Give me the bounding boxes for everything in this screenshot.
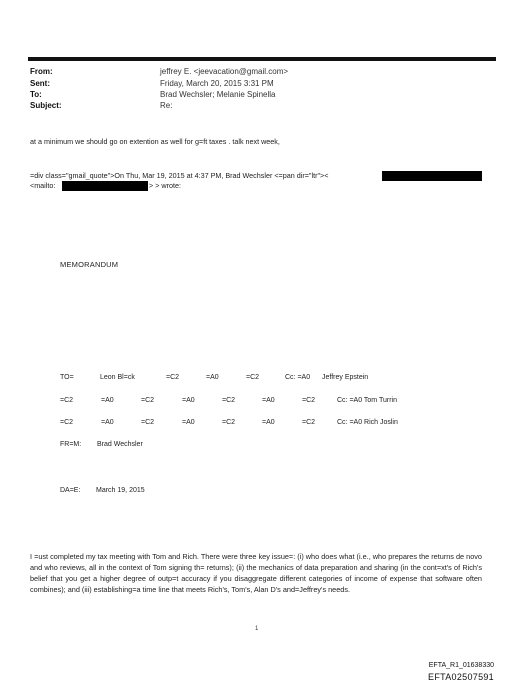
quote-line-1: =div class="gmail_quote">On Thu, Mar 19, 2015 at 4:37 PM, Brad Wechsler <=pan dir="ltr">< bbox=[30, 171, 329, 180]
encoded-token: =C2 bbox=[141, 397, 155, 404]
encoded-token: =C2 bbox=[246, 374, 260, 381]
memo-paragraph: I =ust completed my tax meeting with Tom and Rich. There were three key issue=: (i) who does what (i.e., who prepares the returns de novo and who reviews, all in the context of Tom signing th= returns); (ii) the mechanics of data preparation and sharing (in the cont=xt's of Rich's belief that you get a higher degree of outp=t accuracy if you disaggregate different categories of income of expense that software often combines); and (iii) establishing=a time line that meets Rich's, Tom's, Alan D's and=Jeffrey's needs. bbox=[30, 552, 482, 594]
quote-line-2-start: <mailto: bbox=[30, 181, 56, 190]
encoded-token: =C2 bbox=[302, 419, 316, 426]
encoded-token: =C2 bbox=[166, 374, 180, 381]
redaction-block bbox=[382, 171, 482, 181]
subject-label: Subject: bbox=[30, 101, 62, 110]
encoded-token: =A0 bbox=[182, 397, 195, 404]
encoded-token: =C2 bbox=[222, 397, 236, 404]
to-label: To: bbox=[30, 90, 42, 99]
encoded-token: =A0 bbox=[262, 397, 275, 404]
memo-date-label: DA=E: bbox=[60, 487, 81, 494]
memo-from-label: FR=M: bbox=[60, 441, 82, 448]
from-value: jeffrey E. <jeevacation@gmail.com> bbox=[160, 67, 289, 76]
memo-title: MEMORANDUM bbox=[60, 260, 119, 269]
encoded-token: =A0 bbox=[101, 397, 114, 404]
memo-to-label: TO= bbox=[60, 374, 74, 381]
footer-id-secondary: EFTA02507591 bbox=[428, 672, 494, 682]
body-line-1: at a minimum we should go on extention as well for g=ft taxes . talk next week, bbox=[30, 137, 280, 146]
encoded-token: =C2 bbox=[60, 419, 74, 426]
footer-id-primary: EFTA_R1_01638330 bbox=[428, 662, 494, 669]
cc-entry: Cc: =A0 Tom Turrin bbox=[337, 397, 397, 404]
cc-label: Cc: =A0 bbox=[285, 374, 311, 381]
encoded-token: =A0 bbox=[206, 374, 219, 381]
encoded-token: =A0 bbox=[101, 419, 114, 426]
quote-line-2-end: > > wrote: bbox=[149, 181, 181, 190]
encoded-token: =C2 bbox=[222, 419, 236, 426]
sent-value: Friday, March 20, 2015 3:31 PM bbox=[160, 79, 274, 88]
page-number: 1 bbox=[255, 626, 259, 632]
cc-name: Jeffrey Epstein bbox=[322, 374, 369, 381]
encoded-token: =C2 bbox=[302, 397, 316, 404]
memo-to-name: Leon Bl=ck bbox=[100, 374, 135, 381]
cc-entry: Cc: =A0 Rich Joslin bbox=[337, 419, 398, 426]
to-value: Brad Wechsler; Melanie Spinella bbox=[160, 90, 276, 99]
encoded-token: =A0 bbox=[182, 419, 195, 426]
from-label: From: bbox=[30, 67, 53, 76]
encoded-token: =C2 bbox=[60, 397, 74, 404]
encoded-token: =C2 bbox=[141, 419, 155, 426]
memo-from-value: Brad Wechsler bbox=[97, 441, 143, 448]
encoded-token: =A0 bbox=[262, 419, 275, 426]
memo-date-value: March 19, 2015 bbox=[96, 487, 145, 494]
subject-value: Re: bbox=[160, 101, 173, 110]
header-divider-bar bbox=[28, 57, 496, 61]
sent-label: Sent: bbox=[30, 79, 50, 88]
redaction-block bbox=[62, 181, 148, 191]
